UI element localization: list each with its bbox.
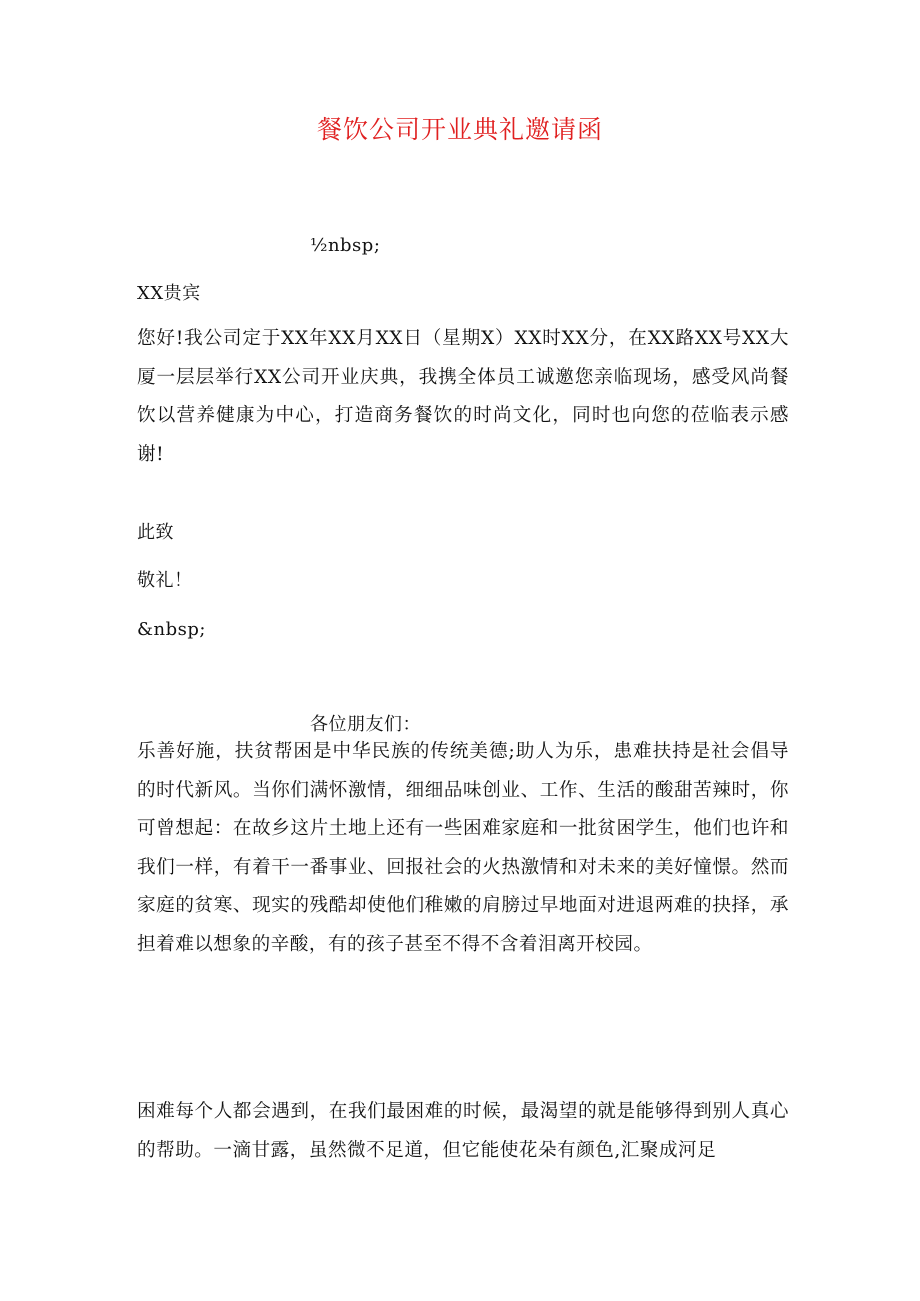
speech-paragraph-2: 困难每个人都会遇到，在我们最困难的时候，最渴望的就是能够得到别人真心的帮助。一滴甘露，虽然微不足道，但它能使花朵有颜色,汇聚成河足 xyxy=(137,1101,789,1161)
speech-paragraph-1: 乐善好施，扶贫帮困是中华民族的传统美德;助人为乐，患难扶持是社会倡导的时代新风。当你们满怀激情，细细品味创业、工作、生活的酸甜苦辣时，你可曾想起：在故乡这片土地上还有一些困难家庭和一批贫困学生，他们也许和我们一样，有着干一番事业、回报社会的火热激情和对未来的美好憧憬。然而家庭的贫寒、现实的残酷却使他们稚嫩的肩膀过早地面对进退两难的抉择，承担着难以想象的辛酸，有的孩子甚至不得不含着泪离开校园。 xyxy=(137,741,789,955)
nbsp-artifact-top: ½nbsp; xyxy=(310,235,381,256)
letter-closing-2: 敬礼！ xyxy=(137,570,193,591)
speech-greeting: 各位朋友们： xyxy=(310,714,421,735)
letter-closing-1: 此致 xyxy=(137,522,174,543)
nbsp-artifact-bottom: &nbsp; xyxy=(137,619,206,640)
letter-salutation: XX贵宾 xyxy=(137,283,201,304)
document-title: 餐饮公司开业典礼邀请函 xyxy=(316,115,603,144)
letter-body: 您好!我公司定于XX年XX月XX日（星期X）XX时XX分，在XX路XX号XX大厦一层层举行XX公司开业庆典，我携全体员工诚邀您亲临现场，感受风尚餐饮以营养健康为中心，打造商务餐饮的时尚文化，同时也向您的莅临表示感谢! xyxy=(137,328,789,465)
